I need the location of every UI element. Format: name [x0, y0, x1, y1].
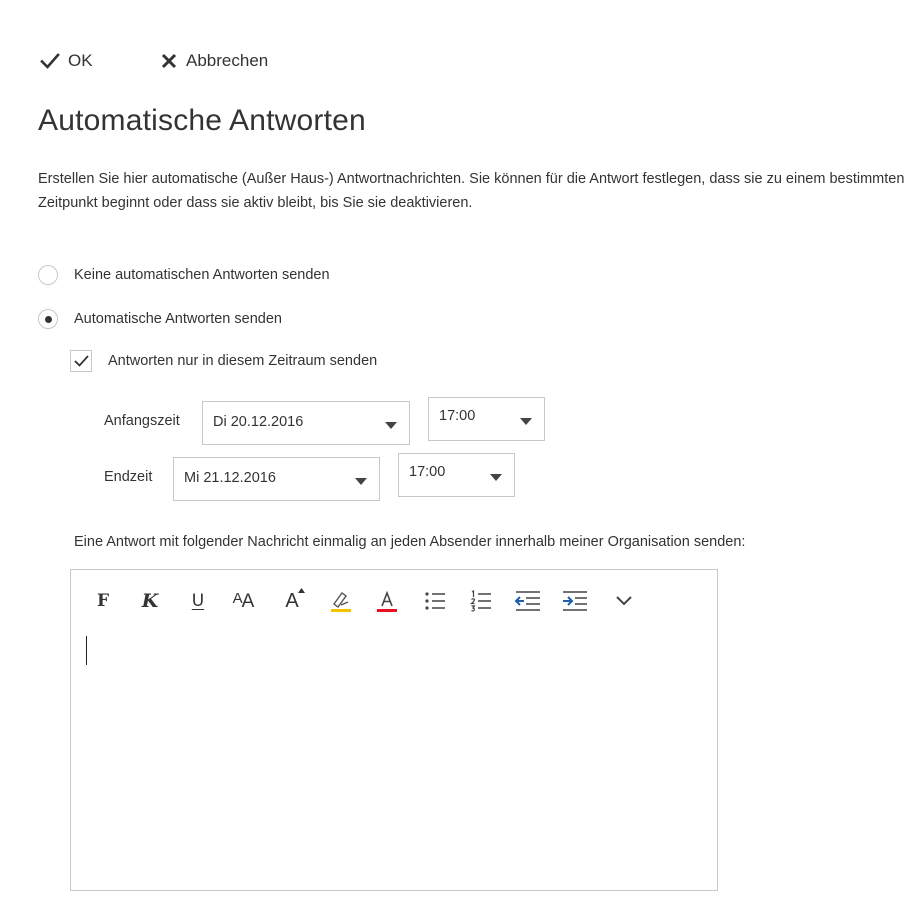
- time-range-label: Antworten nur in diesem Zeitraum senden: [108, 353, 378, 369]
- close-icon: [160, 52, 178, 70]
- start-time-value: 17:00: [439, 408, 476, 424]
- underline-button[interactable]: [188, 588, 208, 614]
- send-auto-reply-radio[interactable]: [38, 309, 58, 329]
- bold-button[interactable]: [93, 588, 113, 614]
- grow-font-icon: A: [285, 590, 298, 613]
- cancel-label: Abbrechen: [186, 51, 269, 70]
- ok-button[interactable]: [40, 48, 93, 74]
- start-date-dropdown[interactable]: [202, 401, 410, 445]
- end-time-label: Endzeit: [104, 469, 153, 485]
- chevron-down-icon: [385, 422, 397, 429]
- highlighter-icon: [329, 589, 353, 613]
- chevron-down-icon: [355, 478, 367, 485]
- italic-button[interactable]: [139, 588, 161, 614]
- bold-icon: F: [96, 591, 110, 611]
- end-date-dropdown[interactable]: [173, 457, 380, 501]
- font-color-button[interactable]: [374, 588, 400, 614]
- send-auto-reply-option[interactable]: [38, 309, 282, 329]
- send-auto-reply-label: Automatische Antworten senden: [74, 311, 282, 327]
- chevron-down-icon: [615, 594, 633, 608]
- time-range-option[interactable]: [70, 350, 377, 372]
- page-title: Automatische Antworten: [38, 104, 366, 137]
- bulleted-list-icon: [423, 589, 447, 613]
- numbered-list-icon: [469, 589, 493, 613]
- cancel-button[interactable]: [160, 48, 268, 74]
- no-auto-reply-radio[interactable]: [38, 265, 58, 285]
- message-body[interactable]: [89, 636, 705, 878]
- text-cursor: [86, 636, 87, 665]
- chevron-down-icon: [520, 418, 532, 425]
- increase-indent-button[interactable]: [561, 588, 589, 614]
- checkmark-icon: [40, 52, 60, 70]
- font-size-button[interactable]: [229, 588, 259, 614]
- italic-icon: K: [141, 590, 159, 612]
- start-time-dropdown[interactable]: [428, 397, 545, 441]
- message-label: Eine Antwort mit folgender Nachricht einmalig an jeden Absender innerhalb meiner Organisation senden:: [74, 534, 746, 550]
- no-auto-reply-option[interactable]: [38, 265, 330, 285]
- bulleted-list-button[interactable]: [422, 588, 448, 614]
- highlight-button[interactable]: [328, 588, 354, 614]
- time-range-checkbox[interactable]: [70, 350, 92, 372]
- grow-font-button[interactable]: [279, 588, 305, 614]
- no-auto-reply-label: Keine automatischen Antworten senden: [74, 267, 330, 283]
- end-time-dropdown[interactable]: [398, 453, 515, 497]
- decrease-indent-icon: [514, 589, 542, 613]
- end-time-value: 17:00: [409, 464, 446, 480]
- start-date-value: Di 20.12.2016: [213, 414, 304, 430]
- numbered-list-button[interactable]: [468, 588, 494, 614]
- decrease-indent-button[interactable]: [514, 588, 542, 614]
- checkmark-icon: [73, 352, 90, 369]
- start-time-label: Anfangszeit: [104, 413, 180, 429]
- message-editor[interactable]: [70, 569, 718, 891]
- end-date-value: Mi 21.12.2016: [184, 470, 276, 486]
- underline-icon: U: [191, 591, 205, 611]
- font-size-icon: A A: [232, 589, 255, 612]
- chevron-down-icon: [490, 474, 502, 481]
- more-options-button[interactable]: [613, 588, 635, 614]
- increase-indent-icon: [561, 589, 589, 613]
- ok-label: OK: [68, 51, 93, 70]
- page-description: Erstellen Sie hier automatische (Außer Haus-) Antwortnachrichten. Sie können für die Antwort festlegen, dass sie zu einem bestimmten Zeitpunkt beginnt oder dass sie aktiv bleibt, bis Sie sie deaktivieren.: [38, 171, 905, 211]
- font-color-icon: [375, 589, 399, 613]
